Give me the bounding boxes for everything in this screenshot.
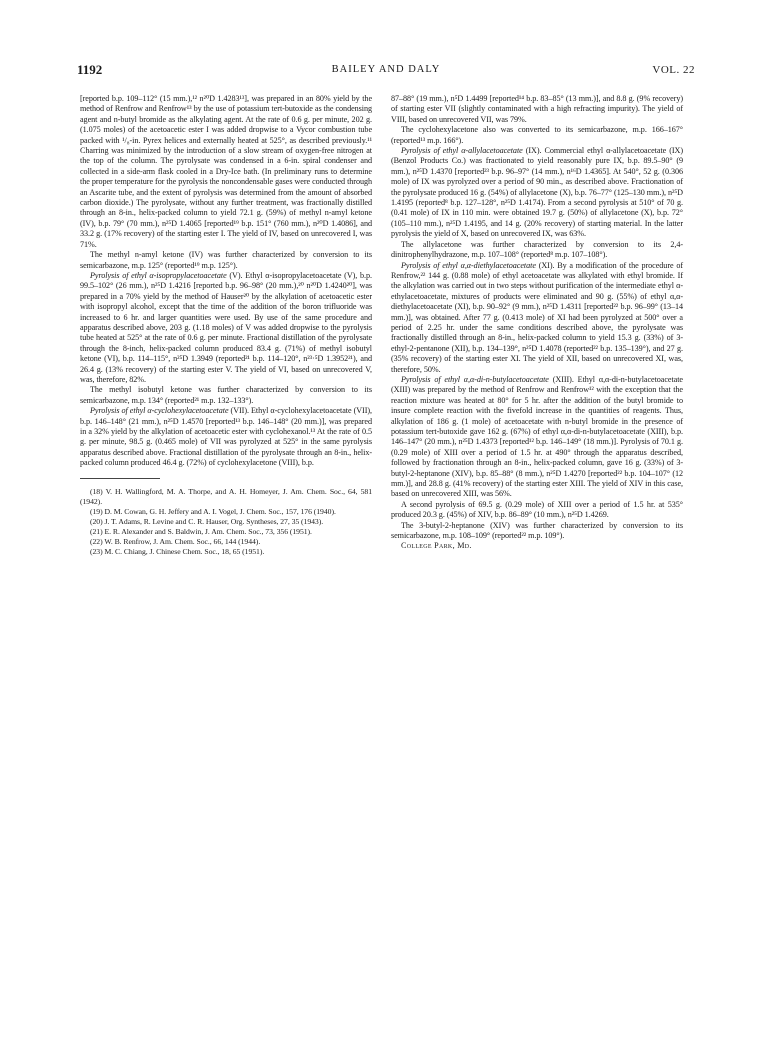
paragraph [391,94,683,125]
paragraph-text: The allylacetone was further characterized by conversion to its 2,4-dinitrophenylhydrazone, m.p. 107–108° (reported⁸ m.p. 107–108°). [391,239,683,260]
paragraph [80,94,372,250]
section-title: Pyrolysis of ethyl α-isopropylacetoacetate [90,270,227,280]
reference-item: (22) W. B. Renfrow, J. Am. Chem. Soc., 66, 144 (1944). [90,536,261,546]
paragraph-text: The 3-butyl-2-heptanone (XIV) was further characterized by conversion to its semicarbazone, m.p. 108–109° (reported²² m.p. 109°). [391,520,683,541]
reference-item: (19) D. M. Cowan, G. H. Jeffery and A. I. Vogel, J. Chem. Soc., 157, 176 (1940). [90,506,336,516]
page-number: 1192 [77,62,103,77]
left-column [80,94,372,557]
paragraph-text: The methyl n-amyl ketone (IV) was further characterized by conversion to its semicarbazone, m.p. 125° (reported¹⁹ m.p. 125°). [80,250,372,270]
paragraph-text: The methyl isobutyl ketone was further characterized by conversion to its semicarbazone, m.p. 134° (reported²¹ m.p. 132–133°). [80,385,372,405]
reference-item: (20) J. T. Adams, R. Levine and C. R. Hauser, Org. Syntheses, 27, 35 (1943). [90,516,324,526]
affiliation-signature: College Park, Md. [401,541,472,551]
reference-item: (21) E. R. Alexander and S. Baldwin, J. Am. Chem. Soc., 73, 356 (1951). [90,526,312,536]
paragraph-text: (XIII). Ethyl α,α-di-n-butylacetoacetate (XIII) was prepared by the method of Renfrow and Renfrow¹² with the exception that the reaction mixture was heated at 80° for 5 hr. after the addition of the butyl bromide to insure complete reaction with the fivefold increase in the quantities of reagents. Thus, alkylation of 186 g. (1 mole) of acetoacetate with n-butyl bromide in the presence of potassium tert-butoxide gave 162 g. (67%) of ethyl α,α-di-n-butylacetoacetate (XIII), b.p. 146–147° (20 mm.), n²⁵D 1.4373 [reported¹² b.p. 146–149° (18 mm.)]. Pyrolysis of 70.1 g. (0.29 mole) of XIII over a period of 1.5 hr. at 490° through the apparatus described, followed by fractionation through an 8-in., helix-packed column, gave 16 g. (33%) of 3-butyl-2-heptanone (XIV), b.p. 85–88° (8 mm.), n²⁵D 1.4270 [reported²² b.p. 104–107° (12 mm.)], and 28.8 g. (41% recovery) of the starting ester XIII. The yield of XIV in this case, based on unrecovered XIII, was 56%. [391,374,683,499]
paragraph-text: A second pyrolysis of 69.5 g. (0.29 mole) of XIII over a period of 1.5 hr. at 535° produced 20.3 g. (45%) of XIV, b.p. 86–89° (10 mm.), n²⁵D 1.4269. [391,499,683,520]
paragraph-text: (VII). Ethyl α-cyclohexylacetoacetate (VII), b.p. 146–148° (21 mm.), n²⁵D 1.4570 [reported¹³ b.p. 146–148° (20 mm.)], was prepared in a 32% yield by the alkylation of acetoacetic ester with cyclohexanol.¹³ At the rate of 0.5 g. per minute, 98.5 g. (0.465 mole) of VII was pyrolyzed at 525° in the same pyrolysis apparatus described above. Fractional distillation of the pyrolysate through an 8-in., helix-packed column produced 46.4 g. (72%) of cyclohexylacetone (VIII), b.p. [80,406,372,468]
paragraph-text: [reported b.p. 109–112° (15 mm.),¹² n²⁰D 1.4283¹³], was prepared in an 80% yield by the method of Renfrow and Renfrow¹³ by the use of potassium tert-butoxide as the condensing agent and n-butyl bromide as the alkylating agent. At the rate of 0.6 g. per minute, 202 g. (1.075 moles) of the acetoacetic ester I was added dropwise to a Vycor combustion tube packed with ¹/₈-in. Pyrex helices and externally heated at 525°, as described previously.¹¹ Charring was minimized by the introduction of a slow stream of oxygen-free nitrogen at the top of the column. The pyrolysate was condensed in a 6-in. spiral condenser and collected in a side-arm flask cooled in a Dry-Ice bath. (In preliminary runs to determine the proper temperature for the pyrolysis the noncondensable gases were conducted through an Ascarite tube, and the extent of pyrolysis was determined from the amount of absorbed carbon dioxide.) The pyrolysate, without any further treatment, was fractionally distilled through an 8-in., helix-packed column to yield 72.1 g. (59%) of methyl n-amyl ketone (IV), b.p. 79° (70 mm.), n²⁵D 1.4065 [reported¹⁹ b.p. 151° (760 mm.), n²⁰D 1.4086], and 33.2 g. (17% recovery) of the starting ester I. The yield of IV, based on unrecovered I, was 71%. [80,94,372,249]
paragraph [391,261,683,375]
paragraph-text: (IX). Commercial ethyl α-allylacetoacetate (IX) (Benzol Products Co.) was fractionated to yield reasonably pure IX, b.p. 89.5–90° (9 mm.), n²⁵D 1.4370 [reported²³ b.p. 96–97° (14 mm.), n¹⁶D 1.4365]. At 540°, 52 g. (0.306 mole) of IX was pyrolyzed over a period of 90 min., as described above. Fractionation of the pyrolysate produced 16 g. (54%) of allylacetone (X), b.p. 76–77° (125–130 mm.), n²⁵D 1.4195 (reported⁸ b.p. 127–128°, n²⁵D 1.4174). From a second pyrolysis at 510° of 70 g. (0.41 mole) of IX in 110 min. were obtained 19.7 g. (50%) of allylacetone (X), b.p. 72° (105–110 mm.), n²⁵D 1.4195, and 14 g. (20% recovery) of starting material. In the latter pyrolysis the yield of X, based on unrecovered IX, was 63%. [391,146,683,239]
section-title: Pyrolysis of ethyl α,α-di-n-butylacetoacetate [401,374,549,384]
paragraph-text: 87–88° (19 mm.), n⁵D 1.4499 [reported¹⁴ b.p. 83–85° (13 mm.)], and 8.8 g. (9% recovery) of starting ester VII (slightly contaminated with a high refracting impurity). The yield of VIII, based on unrecovered VII, was 79%. [391,94,683,124]
running-header [77,62,695,78]
section-title: Pyrolysis of ethyl α-cyclohexylacetoacetate [90,406,229,416]
paragraph [391,521,683,542]
paragraph [80,250,372,271]
paragraph-text: (XI). By a modification of the procedure of Renfrow,²² 144 g. (0.88 mole) of ethyl acetoacetate was alkylated with ethyl bromide. If the alkylation was carried out in two steps without purification of the intermediate ethyl α-ethylacetoacetate, mixtures of products were eliminated and 90 g. (55%) of ethyl α,α-diethylacetoacetate (XI), b.p. 90–92° (9 mm.), n²⁵D 1.4311 [reported²² b.p. 96–99° (13–14 mm.)], was obtained. After 77 g. (0.413 mole) of XI had been pyrolyzed at 500° over a period of 2.25 hr. under the same conditions described above, the pyrolysate was fractionally distilled through an 8-in., helix-packed column to yield 15.3 g. (33%) of 3-ethyl-2-pentanone (XII), b.p. 134–139°, n²⁵D 1.4078 (reported²² b.p. 135–139°), and 27 g. (35% recovery) of the starting ester XI. The yield of XII, based on unrecovered XI, was, therefore, 50%. [391,260,683,374]
running-title: BAILEY AND DALY [331,64,441,75]
paragraph [391,240,683,261]
paragraph-text: (V). Ethyl α-isopropylacetoacetate (V), b.p. 99.5–102° (26 mm.), n²⁵D 1.4216 [reported b.p. 96–98° (20 mm.),²⁰ n²⁰D 1.4240²⁰], was prepared in a 70% yield by the method of Hauser²⁰ by the alkylation of acetoacetic ester with isopropyl alcohol, except that the time of the addition of the boron trifluoride was increased to 6 hr. and larger quantities were used. By use of the same procedure and apparatus described above, 203 g. (1.18 moles) of V was added dropwise to the pyrolysis tube heated at 525° at the rate of 0.6 g. per minute. Fractional distillation of the pyrolysate through the 8-inch, helix-packed column produced 83.4 g. (71%) of methyl isobutyl ketone (VI), b.p. 114–115°, n²⁵D 1.3949 (reported²¹ b.p. 114–120°, n²³·⁵D 1.3952²¹), and 26.4 g. (13% recovery) of the starting ester V. The yield of VI, based on unrecovered V, was, therefore, 82%. [80,270,372,384]
paragraph [391,125,683,146]
right-column [391,94,683,552]
reference-item: (18) V. H. Wallingford, M. A. Thorpe, and A. H. Homeyer, J. Am. Chem. Soc., 64, 581 (1942). [80,486,372,506]
left-paragraphs [80,94,372,469]
paragraph [391,500,683,521]
section-title: Pyrolysis of ethyl α,α-diethylacetoacetate [401,260,536,270]
paragraph [80,271,372,385]
paragraph-text: The cyclohexylacetone also was converted to its semicarbazone, m.p. 166–167° (reported¹³ m.p. 166°). [391,125,683,145]
paragraph [391,146,683,240]
paragraph [391,375,683,500]
reference-list [80,487,372,557]
paragraph [80,406,372,468]
reference-item: (23) M. C. Chiang, J. Chinese Chem. Soc., 18, 65 (1951). [90,546,265,556]
footnote-rule [80,478,160,479]
section-title: Pyrolysis of ethyl α-allylacetoacetate [401,146,523,156]
volume-label: VOL. 22 [652,64,695,76]
paragraph [80,385,372,406]
right-paragraphs [391,94,683,541]
